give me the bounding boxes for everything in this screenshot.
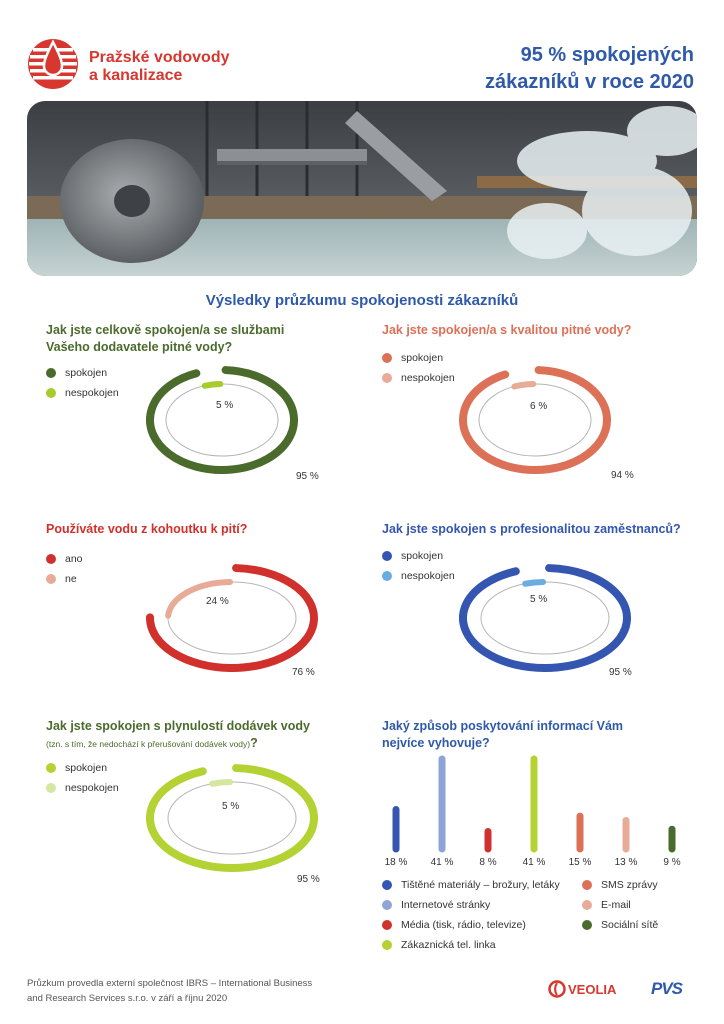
donut-chart-staff bbox=[455, 560, 639, 676]
bar-value-label: 9 % bbox=[663, 857, 681, 868]
question-supply-mark: ? bbox=[250, 736, 258, 750]
major-percent-label: 76 % bbox=[292, 667, 315, 678]
bar-value-label: 13 % bbox=[614, 857, 638, 868]
veolia-icon bbox=[548, 980, 566, 998]
legend-label: nespokojen bbox=[65, 782, 119, 794]
legend-label: SMS zprávy bbox=[601, 879, 658, 891]
donut-chart-tap-water bbox=[142, 560, 326, 676]
legend-dot bbox=[382, 920, 392, 930]
title-line2: zákazníků v roce 2020 bbox=[484, 71, 694, 93]
donut-chart-overall bbox=[142, 362, 302, 478]
ring-minor-segment bbox=[525, 582, 543, 584]
legend-dot bbox=[382, 900, 392, 910]
legend-dot bbox=[582, 900, 592, 910]
legend-item bbox=[382, 550, 443, 562]
legend-dot bbox=[382, 940, 392, 950]
legend-label: ano bbox=[65, 553, 83, 565]
legend-label: E-mail bbox=[601, 899, 631, 911]
legend-dot bbox=[46, 763, 56, 773]
bar-value-label: 41 % bbox=[430, 857, 454, 868]
bar-value-label: 41 % bbox=[522, 857, 546, 868]
legend-item bbox=[582, 899, 631, 911]
bar-value-label: 15 % bbox=[568, 857, 592, 868]
legend-item bbox=[46, 367, 107, 379]
minor-percent-label: 5 % bbox=[530, 594, 548, 605]
legend-label: nespokojen bbox=[65, 387, 119, 399]
donut-chart-supply bbox=[142, 760, 326, 876]
header-photo bbox=[27, 101, 697, 276]
logo-line1: Pražské vodovody bbox=[89, 49, 230, 66]
major-percent-label: 95 % bbox=[296, 471, 319, 482]
legend-label: nespokojen bbox=[401, 372, 455, 384]
page-title bbox=[374, 42, 694, 96]
minor-percent-label: 6 % bbox=[530, 401, 548, 412]
legend-dot bbox=[382, 880, 392, 890]
legend-item bbox=[46, 387, 119, 399]
legend-item bbox=[382, 919, 526, 931]
footer-note bbox=[27, 976, 312, 1006]
legend-label: spokojen bbox=[65, 367, 108, 379]
question-overall bbox=[46, 322, 284, 356]
ring-minor-segment bbox=[514, 384, 533, 387]
ring-minor-segment bbox=[205, 384, 221, 386]
legend-label: Média (tisk, rádio, televize) bbox=[401, 919, 526, 931]
legend-dot bbox=[382, 571, 392, 581]
legend-label: spokojen bbox=[401, 352, 444, 364]
question-supply-note: (tzn. s tím, že nedochází k přerušování dodávek vody) bbox=[46, 739, 251, 749]
logo-text bbox=[89, 49, 230, 85]
question-supply bbox=[46, 718, 316, 753]
legend-dot bbox=[382, 373, 392, 383]
bar-value-label: 18 % bbox=[384, 857, 408, 868]
legend-dot bbox=[46, 368, 56, 378]
legend-item bbox=[382, 939, 496, 951]
legend-dot bbox=[46, 388, 56, 398]
ring-inner-outline bbox=[481, 582, 609, 654]
legend-item bbox=[382, 372, 455, 384]
legend-label: ne bbox=[65, 573, 77, 585]
legend-dot bbox=[382, 353, 392, 363]
major-percent-label: 94 % bbox=[611, 470, 634, 481]
legend-item bbox=[382, 352, 443, 364]
question-quality: Jak jste spokojen/a s kvalitou pitné vody? bbox=[382, 323, 632, 337]
survey-subtitle: Výsledky průzkumu spokojenosti zákazníků bbox=[205, 292, 519, 309]
legend-dot bbox=[46, 554, 56, 564]
question-supply-line1: Jak jste spokojen s plynulostí dodávek vody bbox=[46, 719, 310, 733]
legend-item bbox=[382, 570, 455, 582]
minor-percent-label: 24 % bbox=[206, 596, 229, 607]
pvk-logo-icon bbox=[27, 38, 79, 90]
legend-item bbox=[382, 879, 560, 891]
question-info-channel bbox=[382, 718, 623, 752]
question-info-line1: Jaký způsob poskytování informací Vám bbox=[382, 719, 624, 733]
ring-minor-segment bbox=[212, 782, 230, 784]
title-line1: 95 % spokojených bbox=[520, 44, 694, 66]
donut-chart-quality bbox=[455, 362, 615, 478]
ring-inner-outline bbox=[166, 384, 278, 456]
major-percent-label: 95 % bbox=[297, 874, 320, 885]
legend-label: spokojen bbox=[65, 762, 108, 774]
question-staff: Jak jste spokojen s profesionalitou zaměstnanců? bbox=[382, 522, 681, 536]
pvs-logo: PVS bbox=[651, 979, 683, 998]
major-percent-label: 95 % bbox=[609, 667, 632, 678]
veolia-logo bbox=[548, 980, 616, 998]
legend-label: Internetové stránky bbox=[401, 899, 491, 911]
legend-label: nespokojen bbox=[401, 570, 455, 582]
legend-label: Sociální sítě bbox=[601, 919, 659, 931]
question-overall-line2: Vašeho dodavatele pitné vody? bbox=[46, 340, 233, 354]
legend-item bbox=[46, 553, 83, 565]
legend-label: spokojen bbox=[401, 550, 444, 562]
question-tap-water: Používáte vodu z kohoutku k pití? bbox=[46, 522, 248, 536]
legend-label: Zákaznická tel. linka bbox=[401, 939, 496, 951]
footer-line2: and Research Services s.r.o. v září a říjnu 2020 bbox=[27, 993, 228, 1004]
ring-inner-outline bbox=[168, 782, 296, 854]
legend-item bbox=[382, 899, 490, 911]
logo-line2: a kanalizace bbox=[89, 67, 183, 84]
legend-dot bbox=[582, 920, 592, 930]
legend-label: Tištěné materiály – brožury, letáky bbox=[401, 879, 560, 891]
footer-line1: Průzkum provedla externí společnost IBRS – International Business bbox=[27, 978, 313, 989]
legend-dot bbox=[46, 574, 56, 584]
minor-percent-label: 5 % bbox=[222, 801, 240, 812]
question-overall-line1: Jak jste celkově spokojen/a se službami bbox=[46, 323, 285, 337]
bar-chart-info-channel bbox=[372, 750, 692, 870]
ring-inner-outline bbox=[479, 384, 591, 456]
legend-item bbox=[582, 879, 658, 891]
veolia-text: VEOLIA bbox=[568, 981, 617, 997]
legend-dot bbox=[382, 551, 392, 561]
question-info-line2: nejvíce vyhovuje? bbox=[382, 736, 490, 750]
legend-item bbox=[582, 919, 658, 931]
legend-item bbox=[46, 573, 77, 585]
legend-dot bbox=[582, 880, 592, 890]
legend-dot bbox=[46, 783, 56, 793]
legend-item bbox=[46, 762, 107, 774]
bar-value-label: 8 % bbox=[479, 857, 497, 868]
minor-percent-label: 5 % bbox=[216, 400, 234, 411]
legend-item bbox=[46, 782, 119, 794]
